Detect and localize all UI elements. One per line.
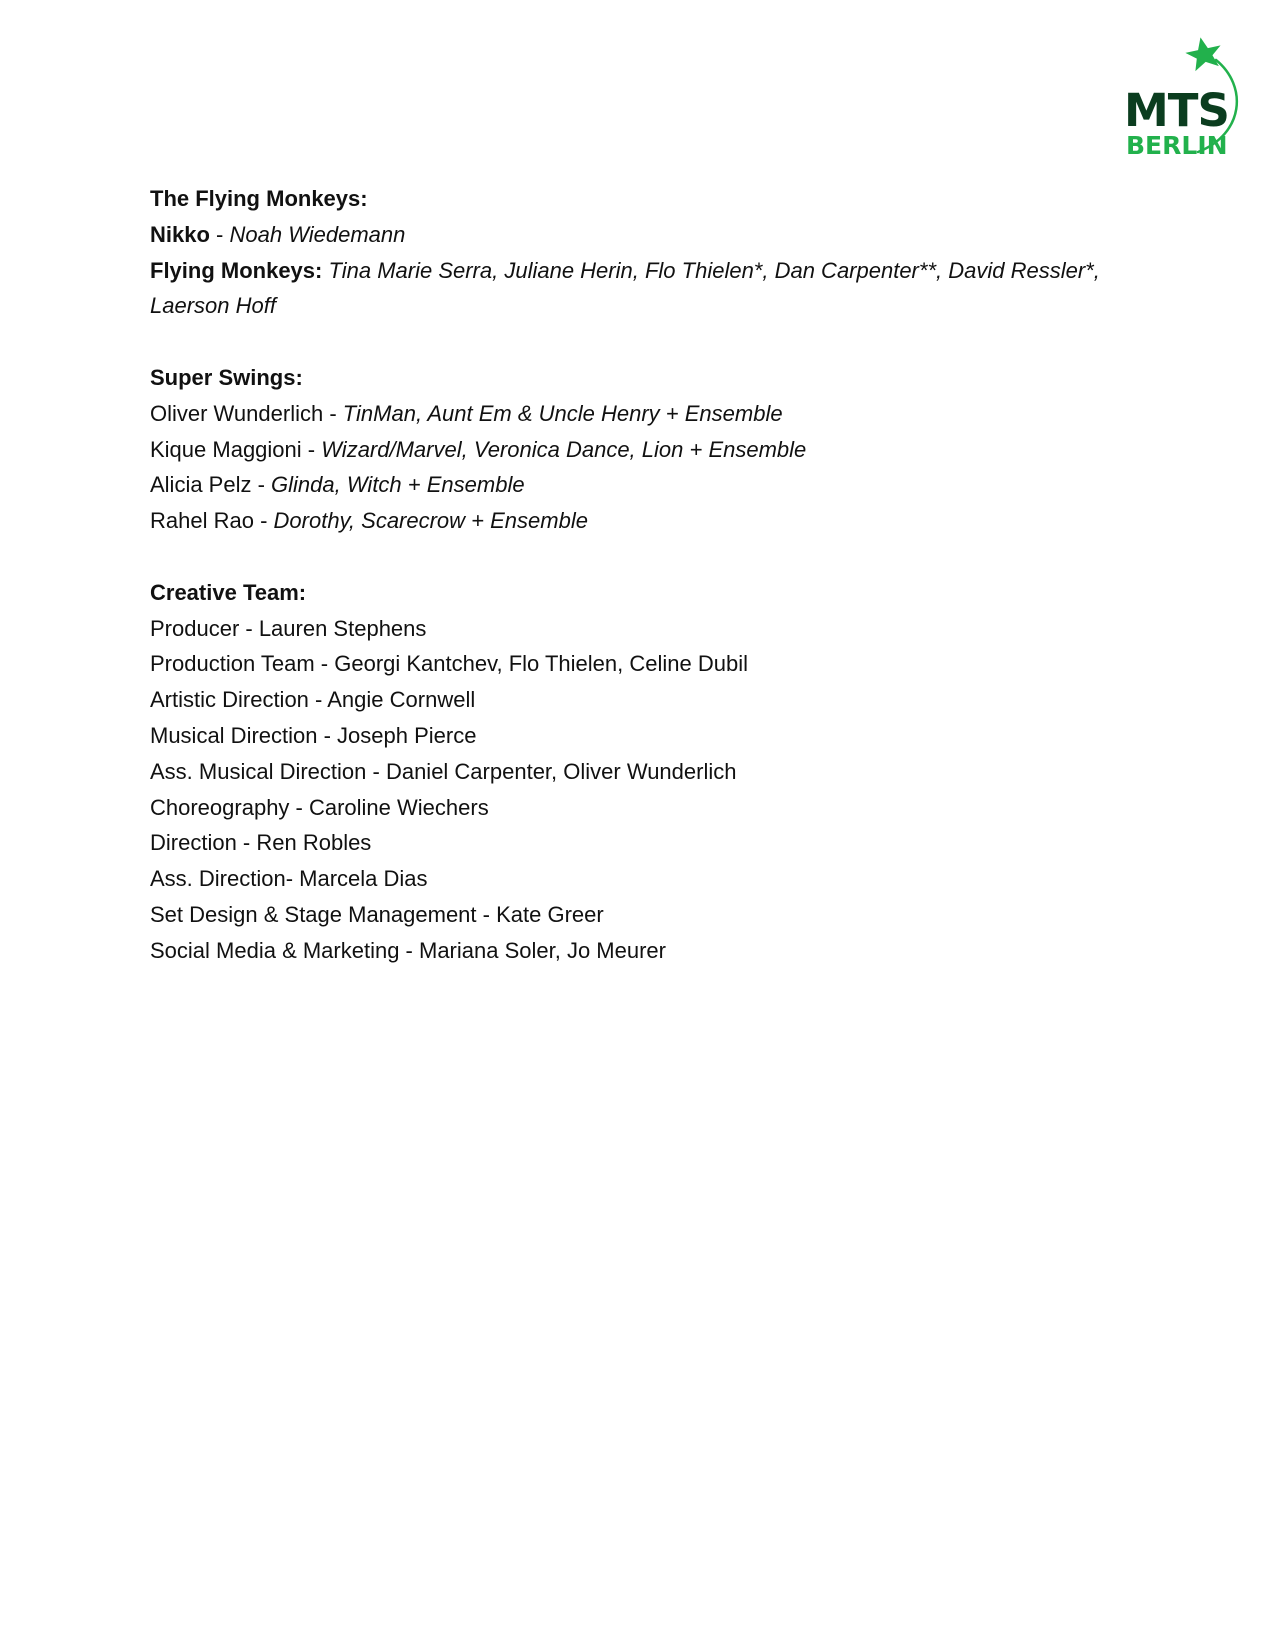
swing-name: Rahel Rao xyxy=(150,508,254,534)
creative-entry: Musical Direction - Joseph Pierce xyxy=(150,722,477,748)
logo-top-text: MTS xyxy=(1124,84,1229,137)
creative-entry: Artistic Direction - Angie Cornwell xyxy=(150,687,476,713)
flying-monkeys-line xyxy=(150,253,1160,325)
nikko-performer: Noah Wiedemann xyxy=(229,221,406,247)
flying-monkeys-heading: The Flying Monkeys: xyxy=(150,186,368,211)
creative-entry: Direction - Ren Robles xyxy=(150,830,372,856)
super-swings-heading: Super Swings: xyxy=(150,364,303,390)
creative-entry: Social Media & Marketing - Mariana Soler, Jo Meurer xyxy=(150,937,666,963)
flying-monkeys-role: Flying Monkeys: xyxy=(150,257,323,283)
logo-bottom-text: BERLIN xyxy=(1126,131,1228,160)
swing-roles: TinMan, Aunt Em & Uncle Henry + Ensemble xyxy=(342,400,783,426)
swing-roles: Glinda, Witch + Ensemble xyxy=(271,472,525,498)
nikko-role: Nikko xyxy=(150,221,210,247)
creative-team-heading: Creative Team: xyxy=(150,579,307,605)
nikko-line xyxy=(150,217,1160,253)
swing-name: Oliver Wunderlich xyxy=(150,400,324,426)
swing-entry: Rahel Rao - Dorothy, Scarecrow + Ensemble xyxy=(150,508,588,534)
swing-roles: Dorothy, Scarecrow + Ensemble xyxy=(273,508,588,534)
creative-entry: Production Team - Georgi Kantchev, Flo Thielen, Celine Dubil xyxy=(150,651,748,677)
swing-name: Alicia Pelz xyxy=(150,472,252,498)
swing-name: Kique Maggioni xyxy=(150,436,302,462)
mts-berlin-logo xyxy=(1120,34,1250,164)
swing-entry: Oliver Wunderlich - TinMan, Aunt Em & Uncle Henry + Ensemble xyxy=(150,400,783,426)
nikko-separator: - xyxy=(209,221,230,247)
creative-entry: Set Design & Stage Management - Kate Greer xyxy=(150,901,604,927)
flying-monkeys-performers: Tina Marie Serra, Juliane Herin, Flo Thielen*, Dan Carpenter**, David Ressler*, Laerson Hoff xyxy=(150,257,1100,319)
creative-entry: Producer - Lauren Stephens xyxy=(150,615,427,641)
swing-entry: Alicia Pelz - Glinda, Witch + Ensemble xyxy=(150,472,525,498)
swing-roles: Wizard/Marvel, Veronica Dance, Lion + Ensemble xyxy=(321,436,807,462)
logo-star-icon xyxy=(1183,34,1225,72)
swing-entry: Kique Maggioni - Wizard/Marvel, Veronica Dance, Lion + Ensemble xyxy=(150,436,807,462)
creative-entry: Ass. Direction- Marcela Dias xyxy=(150,866,428,892)
creative-entry: Choreography - Caroline Wiechers xyxy=(150,794,489,820)
cast-document xyxy=(150,181,1160,969)
creative-entry: Ass. Musical Direction - Daniel Carpenter, Oliver Wunderlich xyxy=(150,758,737,784)
